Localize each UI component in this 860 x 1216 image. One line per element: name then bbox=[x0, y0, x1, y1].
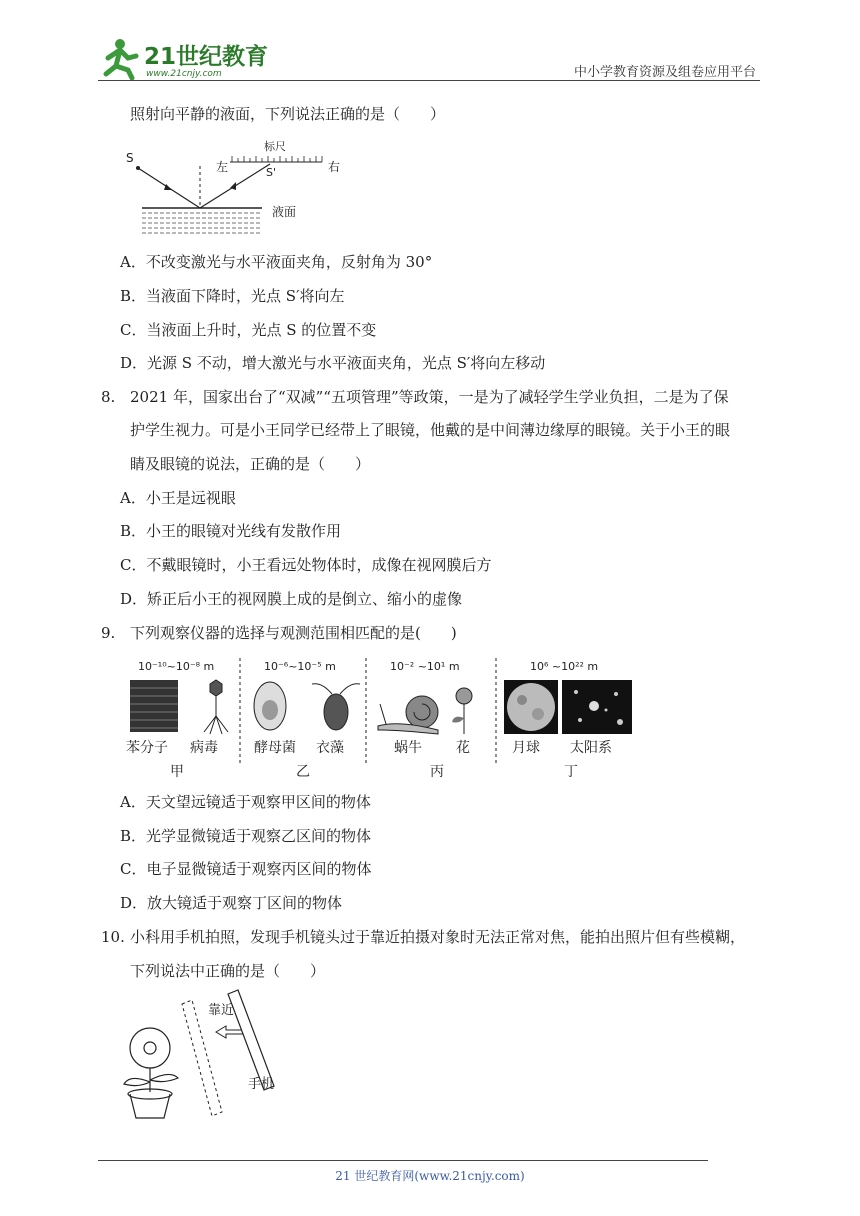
flower-pot-icon bbox=[124, 1028, 178, 1118]
range-bing: 10⁻² ~10¹ m bbox=[390, 660, 460, 673]
q8-number: 8. bbox=[101, 388, 116, 406]
q7-option-c: C．当液面上升时，光点 S 的位置不变 bbox=[120, 321, 377, 339]
header-divider bbox=[98, 80, 760, 81]
label-bing: 丙 bbox=[430, 764, 444, 780]
chlamydomonas-icon bbox=[312, 684, 360, 730]
logo-url: www.21cnjy.com bbox=[146, 69, 222, 79]
header-platform-text: 中小学教育资源及组卷应用平台 bbox=[573, 65, 756, 80]
q7-reflection-figure bbox=[122, 136, 352, 244]
q7-option-a: A．不改变激光与水平液面夹角，反射角为 30° bbox=[120, 253, 433, 271]
label-ruler: 标尺 bbox=[264, 140, 286, 153]
label-s: S bbox=[126, 151, 134, 165]
item-yeast: 酵母菌 bbox=[254, 740, 296, 756]
q10-stem-line-1: 小科用手机拍照，发现手机镜头过于靠近拍摄对象时无法正常对焦，能拍出照片但有些模糊， bbox=[130, 928, 746, 946]
ruler-ticks bbox=[232, 156, 322, 162]
moon-image bbox=[504, 680, 558, 734]
q7-stem: 照射向平静的液面，下列说法正确的是（ ） bbox=[130, 105, 446, 123]
q7-option-b: B．当液面下降时，光点 S′将向左 bbox=[120, 287, 345, 305]
q8-option-a: A．小王是远视眼 bbox=[120, 489, 236, 507]
label-near: 靠近 bbox=[208, 1003, 235, 1018]
site-logo bbox=[98, 36, 268, 80]
q8-stem-line-1: 2021 年，国家出台了“双减”“五项管理”等政策，一是为了减轻学生学业负担，二是为了保 bbox=[130, 388, 729, 406]
label-ding: 丁 bbox=[564, 764, 578, 780]
arrow-left-icon bbox=[216, 1026, 244, 1038]
item-chlamydomonas: 衣藻 bbox=[316, 740, 344, 756]
q9-option-b: B．光学显微镜适于观察乙区间的物体 bbox=[120, 827, 372, 845]
q9-number: 9. bbox=[101, 624, 116, 642]
label-phone: 手机 bbox=[248, 1077, 275, 1092]
benzene-molecule-image bbox=[130, 680, 178, 732]
range-yi: 10⁻⁶~10⁻⁵ m bbox=[264, 660, 336, 673]
label-left: 左 bbox=[216, 160, 229, 174]
range-jia: 10⁻¹⁰~10⁻⁸ m bbox=[138, 660, 215, 673]
q9-scale-figure bbox=[124, 654, 638, 782]
q10-camera-figure bbox=[112, 988, 302, 1124]
range-ding: 10⁶ ~10²² m bbox=[530, 660, 599, 673]
footer-text: 21 世纪教育网(www.21cnjy.com) bbox=[335, 1169, 525, 1183]
label-s-prime: S' bbox=[266, 166, 277, 179]
solar-system-image bbox=[562, 680, 632, 734]
phone-icon bbox=[228, 990, 274, 1090]
item-moon: 月球 bbox=[512, 740, 540, 756]
yeast-icon bbox=[254, 682, 286, 730]
virus-icon bbox=[204, 680, 228, 734]
item-virus: 病毒 bbox=[190, 740, 218, 756]
q9-option-d: D．放大镜适于观察丁区间的物体 bbox=[120, 894, 343, 912]
q8-stem-line-2: 护学生视力。可是小王同学已经带上了眼镜，他戴的是中间薄边缘厚的眼镜。关于小王的眼 bbox=[130, 421, 731, 439]
item-snail: 蜗牛 bbox=[394, 740, 422, 756]
runner-logo-icon bbox=[106, 39, 136, 78]
q9-option-c: C．电子显微镜适于观察丙区间的物体 bbox=[120, 860, 372, 878]
item-flower: 花 bbox=[456, 740, 470, 756]
liquid-hatch bbox=[142, 213, 262, 233]
q8-stem-line-3: 睛及眼镜的说法，正确的是（ ） bbox=[130, 455, 371, 473]
label-liquid: 液面 bbox=[272, 205, 297, 219]
snail-icon bbox=[378, 696, 438, 734]
q8-option-d: D．矫正后小王的视网膜上成的是倒立、缩小的虚像 bbox=[120, 590, 463, 608]
label-yi: 乙 bbox=[296, 764, 310, 780]
q10-stem-line-2: 下列说法中正确的是（ ） bbox=[130, 962, 326, 980]
label-right: 右 bbox=[328, 160, 341, 174]
q8-option-b: B．小王的眼镜对光线有发散作用 bbox=[120, 522, 342, 540]
q7-option-d: D．光源 S 不动，增大激光与水平液面夹角，光点 S′将向左移动 bbox=[120, 354, 546, 372]
item-solar-system: 太阳系 bbox=[570, 740, 612, 756]
label-jia: 甲 bbox=[170, 764, 184, 780]
footer-divider bbox=[98, 1160, 708, 1161]
item-benzene: 苯分子 bbox=[126, 740, 168, 756]
flower-icon bbox=[452, 688, 472, 734]
q9-option-a: A．天文望远镜适于观察甲区间的物体 bbox=[120, 793, 371, 811]
q9-stem: 下列观察仪器的选择与观测范围相匹配的是( ) bbox=[130, 624, 457, 642]
q8-option-c: C．不戴眼镜时，小王看远处物体时，成像在视网膜后方 bbox=[120, 556, 492, 574]
q10-number: 10. bbox=[101, 928, 125, 946]
logo-text: 21世纪教育 bbox=[144, 44, 268, 70]
